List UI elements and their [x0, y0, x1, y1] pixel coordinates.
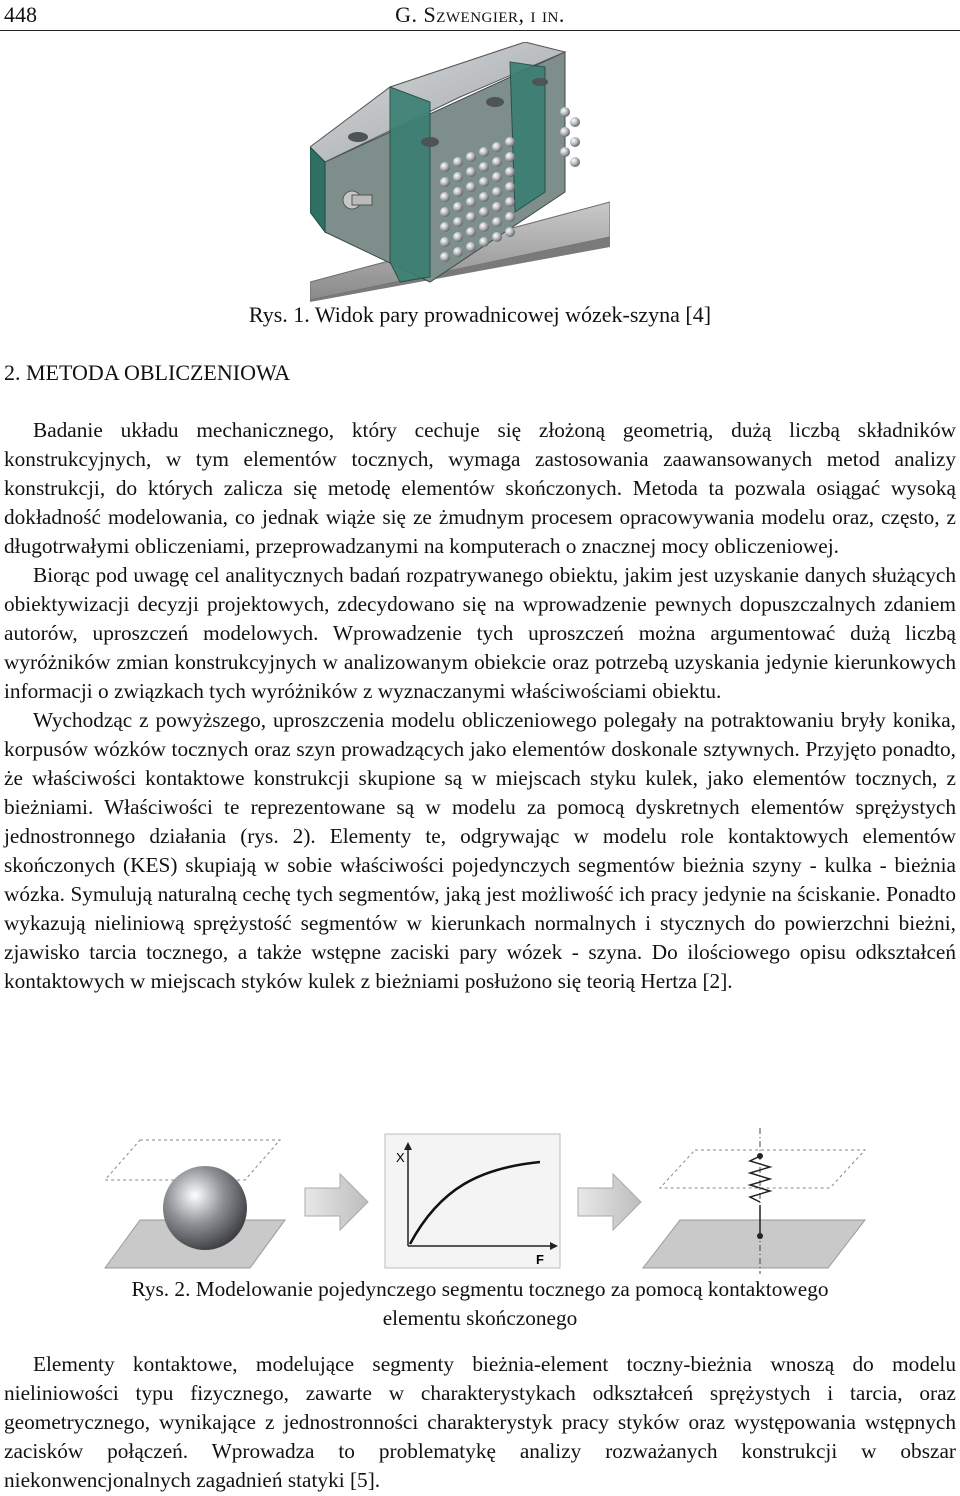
- figure1-caption: Rys. 1. Widok pary prowadnicowej wózek-szyna [4]: [248, 302, 712, 327]
- graph-y-axis-label: X: [396, 1150, 405, 1165]
- body-text-after-figure2: [4, 1350, 956, 1495]
- running-head: G. Szwengier, i in.: [395, 2, 565, 27]
- body-text: [4, 416, 956, 996]
- paragraph-4: Elementy kontaktowe, modelujące segmenty bieżnia-element toczny-bieżnia wnoszą do modelu nieliniowości typu fizycznego, zawarte w charakterystykach odkształceń sprężystych i tarcia, oraz geometrycznego, wynikające z jednostronności charakterystyk pracy styków oraz występowania wstępnych zacisków połączeń. Wprowadza to problematykę analizy rozważanych konstrukcji w obszar niekonwencjonalnych zagadnień statyki [5].: [4, 1352, 956, 1492]
- page-number: 448: [4, 2, 37, 27]
- spring-element-illustration: [643, 1128, 865, 1274]
- arrow-right-icon: [305, 1174, 368, 1230]
- figure2-caption: [0, 1275, 960, 1333]
- contact-element-diagram: [100, 1128, 870, 1274]
- ball-between-planes-illustration: [105, 1140, 285, 1268]
- paragraph-1: Badanie układu mechanicznego, który cechuje się złożoną geometrią, dużą liczbą składników konstrukcyjnych, w tym elementów tocznych, wymaga zastosowania zaawansowanych metod analizy konstrukcji, do których zalicza się metodę elementów skończonych. Metoda ta pozwala osiągać wysoką dokładność modelowania, co jednak wiąże się ze żmudnym procesem opracowywania modelu oraz, często, z długotrwałymi obliczeniami, przeprowadzanymi na komputerach o znacznej mocy obliczeniowej.: [4, 418, 956, 558]
- linear-guide-carriage-rail-image: [310, 42, 610, 302]
- paragraph-3: Wychodząc z powyższego, uproszczenia modelu obliczeniowego polegały na potraktowaniu bryły konika, korpusów wózków tocznych oraz szyn prowadzących jako elementów doskonale sztywnych. Przyjęto ponadto, że właściwości kontaktowe konstrukcji skupione są w miejscach styku kulek, jako elementów tocznych, z bieżniami. Właściwości te reprezentowane są w modelu za pomocą dyskretnych elementów sprężystych jednostronnego działania (rys. 2). Elementy te, odgrywając w modelu role kontaktowych elementów skończonych (KES) skupiają w sobie właściwości pojedynczych segmentów bieżnia szyny - kulka - bieżnia wózka. Symulują naturalną cechę tych segmentów, jaką jest możliwość ich pracy jedynie na ściskanie. Ponadto wykazują nieliniową sprężystość segmentów w kierunkach normalnych i stycznych do powierzchni bieżni, zjawisko tarcia tocznego, a także wstępne zaciski pary wózek - szyna. Do ilościowego opisu odkształceń kontaktowych w miejscach styków kulek z bieżniami posłużono się teorią Hertza [2].: [4, 708, 956, 993]
- figure2-caption-line1: Rys. 2. Modelowanie pojedynczego segmentu tocznego za pomocą kontaktowego: [131, 1277, 829, 1301]
- arrow-right-icon: [578, 1174, 641, 1230]
- figure2-caption-line2: elementu skończonego: [382, 1306, 578, 1330]
- paragraph-2: Biorąc pod uwagę cel analitycznych badań rozpatrywanego obiektu, jakim jest uzyskanie danych służących obiektywizacji decyzji projektowych, zdecydowano się na wprowadzenie pewnych dopuszczalnych zdaniem autorów, uproszczeń modelowych. Wprowadzenie tych uproszczeń można argumentować dużą liczbą wyróżników zmian konstrukcyjnych w analizowanym obiekcie oraz potrzebą uzyskania jedynie kierunkowych informacji o związkach tych wyróżników z wyznaczanymi właściwościami obiektu.: [4, 563, 956, 703]
- section-heading: 2. METODA OBLICZENIOWA: [4, 360, 291, 385]
- graph-x-axis-label: F: [536, 1252, 544, 1267]
- force-displacement-graph: [385, 1134, 560, 1268]
- page-header: [0, 0, 960, 31]
